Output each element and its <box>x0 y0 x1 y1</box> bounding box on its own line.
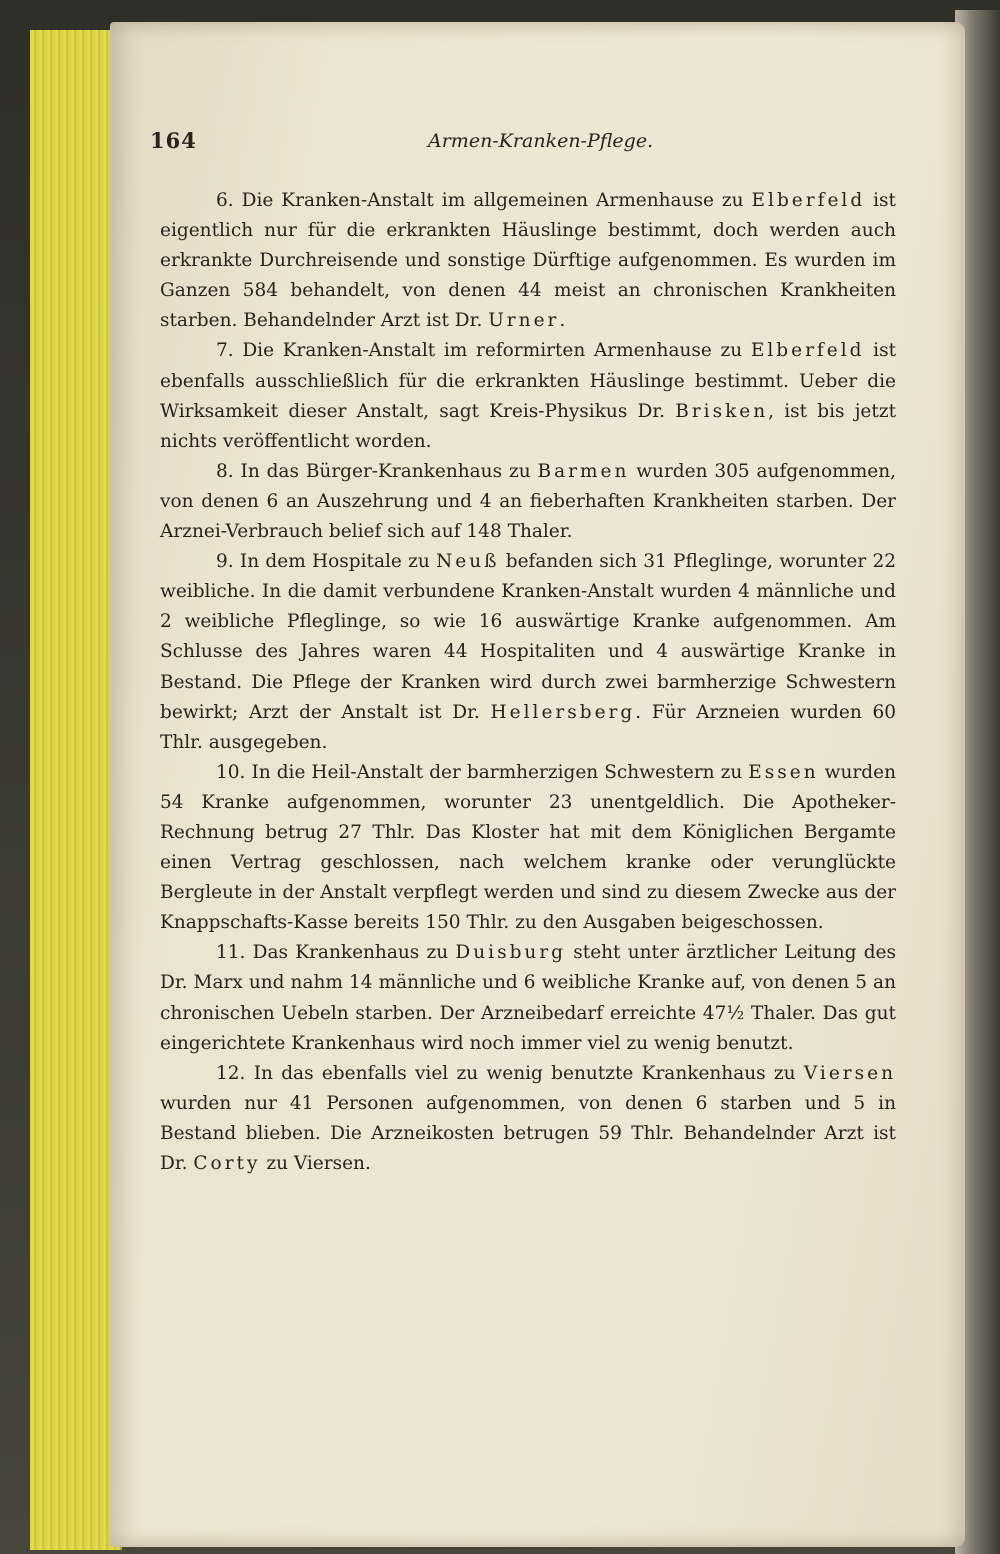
paragraph-11: 11. Das Krankenhaus zu Duisburg steht unter ärztlicher Leitung des Dr. Marx und nahm 14 männliche und 6 weibliche Kranke auf, von denen 5 an chronischen Uebeln starben. Der Arzneibedarf erreichte 47½ Thaler. Das gut eingerichtete Krankenhaus wird noch immer viel zu wenig benutzt. <box>160 942 896 1054</box>
paragraph-12: 12. In das ebenfalls viel zu wenig benutzte Krankenhaus zu Viersen wurden nur 41 Personen aufgenommen, von denen 6 starben und 5 in Bestand blieben. Die Arzneikosten betrugen 59 Thlr. Behandelnder Arzt ist Dr. Corty zu Viersen. <box>160 1062 896 1174</box>
paragraph-8: 8. In das Bürger-Krankenhaus zu Barmen wurden 305 aufgenommen, von denen 6 an Auszehrung und 4 an fieberhaften Krankheiten starben. Der Arznei-Verbrauch belief sich auf 148 Thaler. <box>160 460 897 543</box>
paragraph-10: 10. In die Heil-Anstalt der barmherzigen Schwestern zu Essen wurden 54 Kranke aufgenommen, worunter 23 unentgeldlich. Die Apotheker-Rechnung betrug 27 Thlr. Das Kloster hat mit dem Königlichen Bergamte einen Vertrag geschlossen, nach welchem kranke oder verunglückte Bergleute in der Anstalt verpflegt werden und sind zu diesem Zwecke aus der Knappschafts-Kasse bereits 150 Thlr. zu den Ausgaben beigeschossen. <box>160 761 896 934</box>
page-header <box>150 128 940 160</box>
paragraph-6: 6. Die Kranken-Anstalt im allgemeinen Armenhause zu Elberfeld ist eigentlich nur für die erkrankten Häuslinge bestimmt, doch werden auch erkrankte Durchreisende und sonstige Dürftige aufgenommen. Es wurden im Ganzen 584 behandelt, von denen 44 meist an chronischen Krankheiten starben. Behandelnder Arzt ist Dr. Urner. <box>160 190 896 332</box>
running-title: Armen-Kranken-Pflege. <box>428 130 654 152</box>
paragraph-7: 7. Die Kranken-Anstalt im reformirten Armenhause zu Elberfeld ist ebenfalls ausschließlich für die erkrankten Häuslinge bestimmt. Ueber die Wirksamkeit dieser Anstalt, sagt Kreis-Physikus Dr. Brisken, ist bis jetzt nichts veröffentlicht worden. <box>160 340 897 452</box>
body-text <box>160 186 896 1179</box>
page-number: 164 <box>150 128 197 153</box>
book-page-edges <box>30 30 122 1550</box>
paragraph-9: 9. In dem Hospitale zu Neuß befanden sich 31 Pfleglinge, worunter 22 weibliche. In die damit verbundene Kranken-Anstalt wurden 4 männliche und 2 weibliche Pfleglinge, so wie 16 auswärtige Kranke aufgenommen. Am Schlusse des Jahres waren 44 Hospitaliten und 4 auswärtige Kranke in Bestand. Die Pflege der Kranken wird durch zwei barmherzige Schwestern bewirkt; Arzt der Anstalt ist Dr. Hellersberg. Für Arzneien wurden 60 Thlr. ausgegeben. <box>160 551 897 753</box>
